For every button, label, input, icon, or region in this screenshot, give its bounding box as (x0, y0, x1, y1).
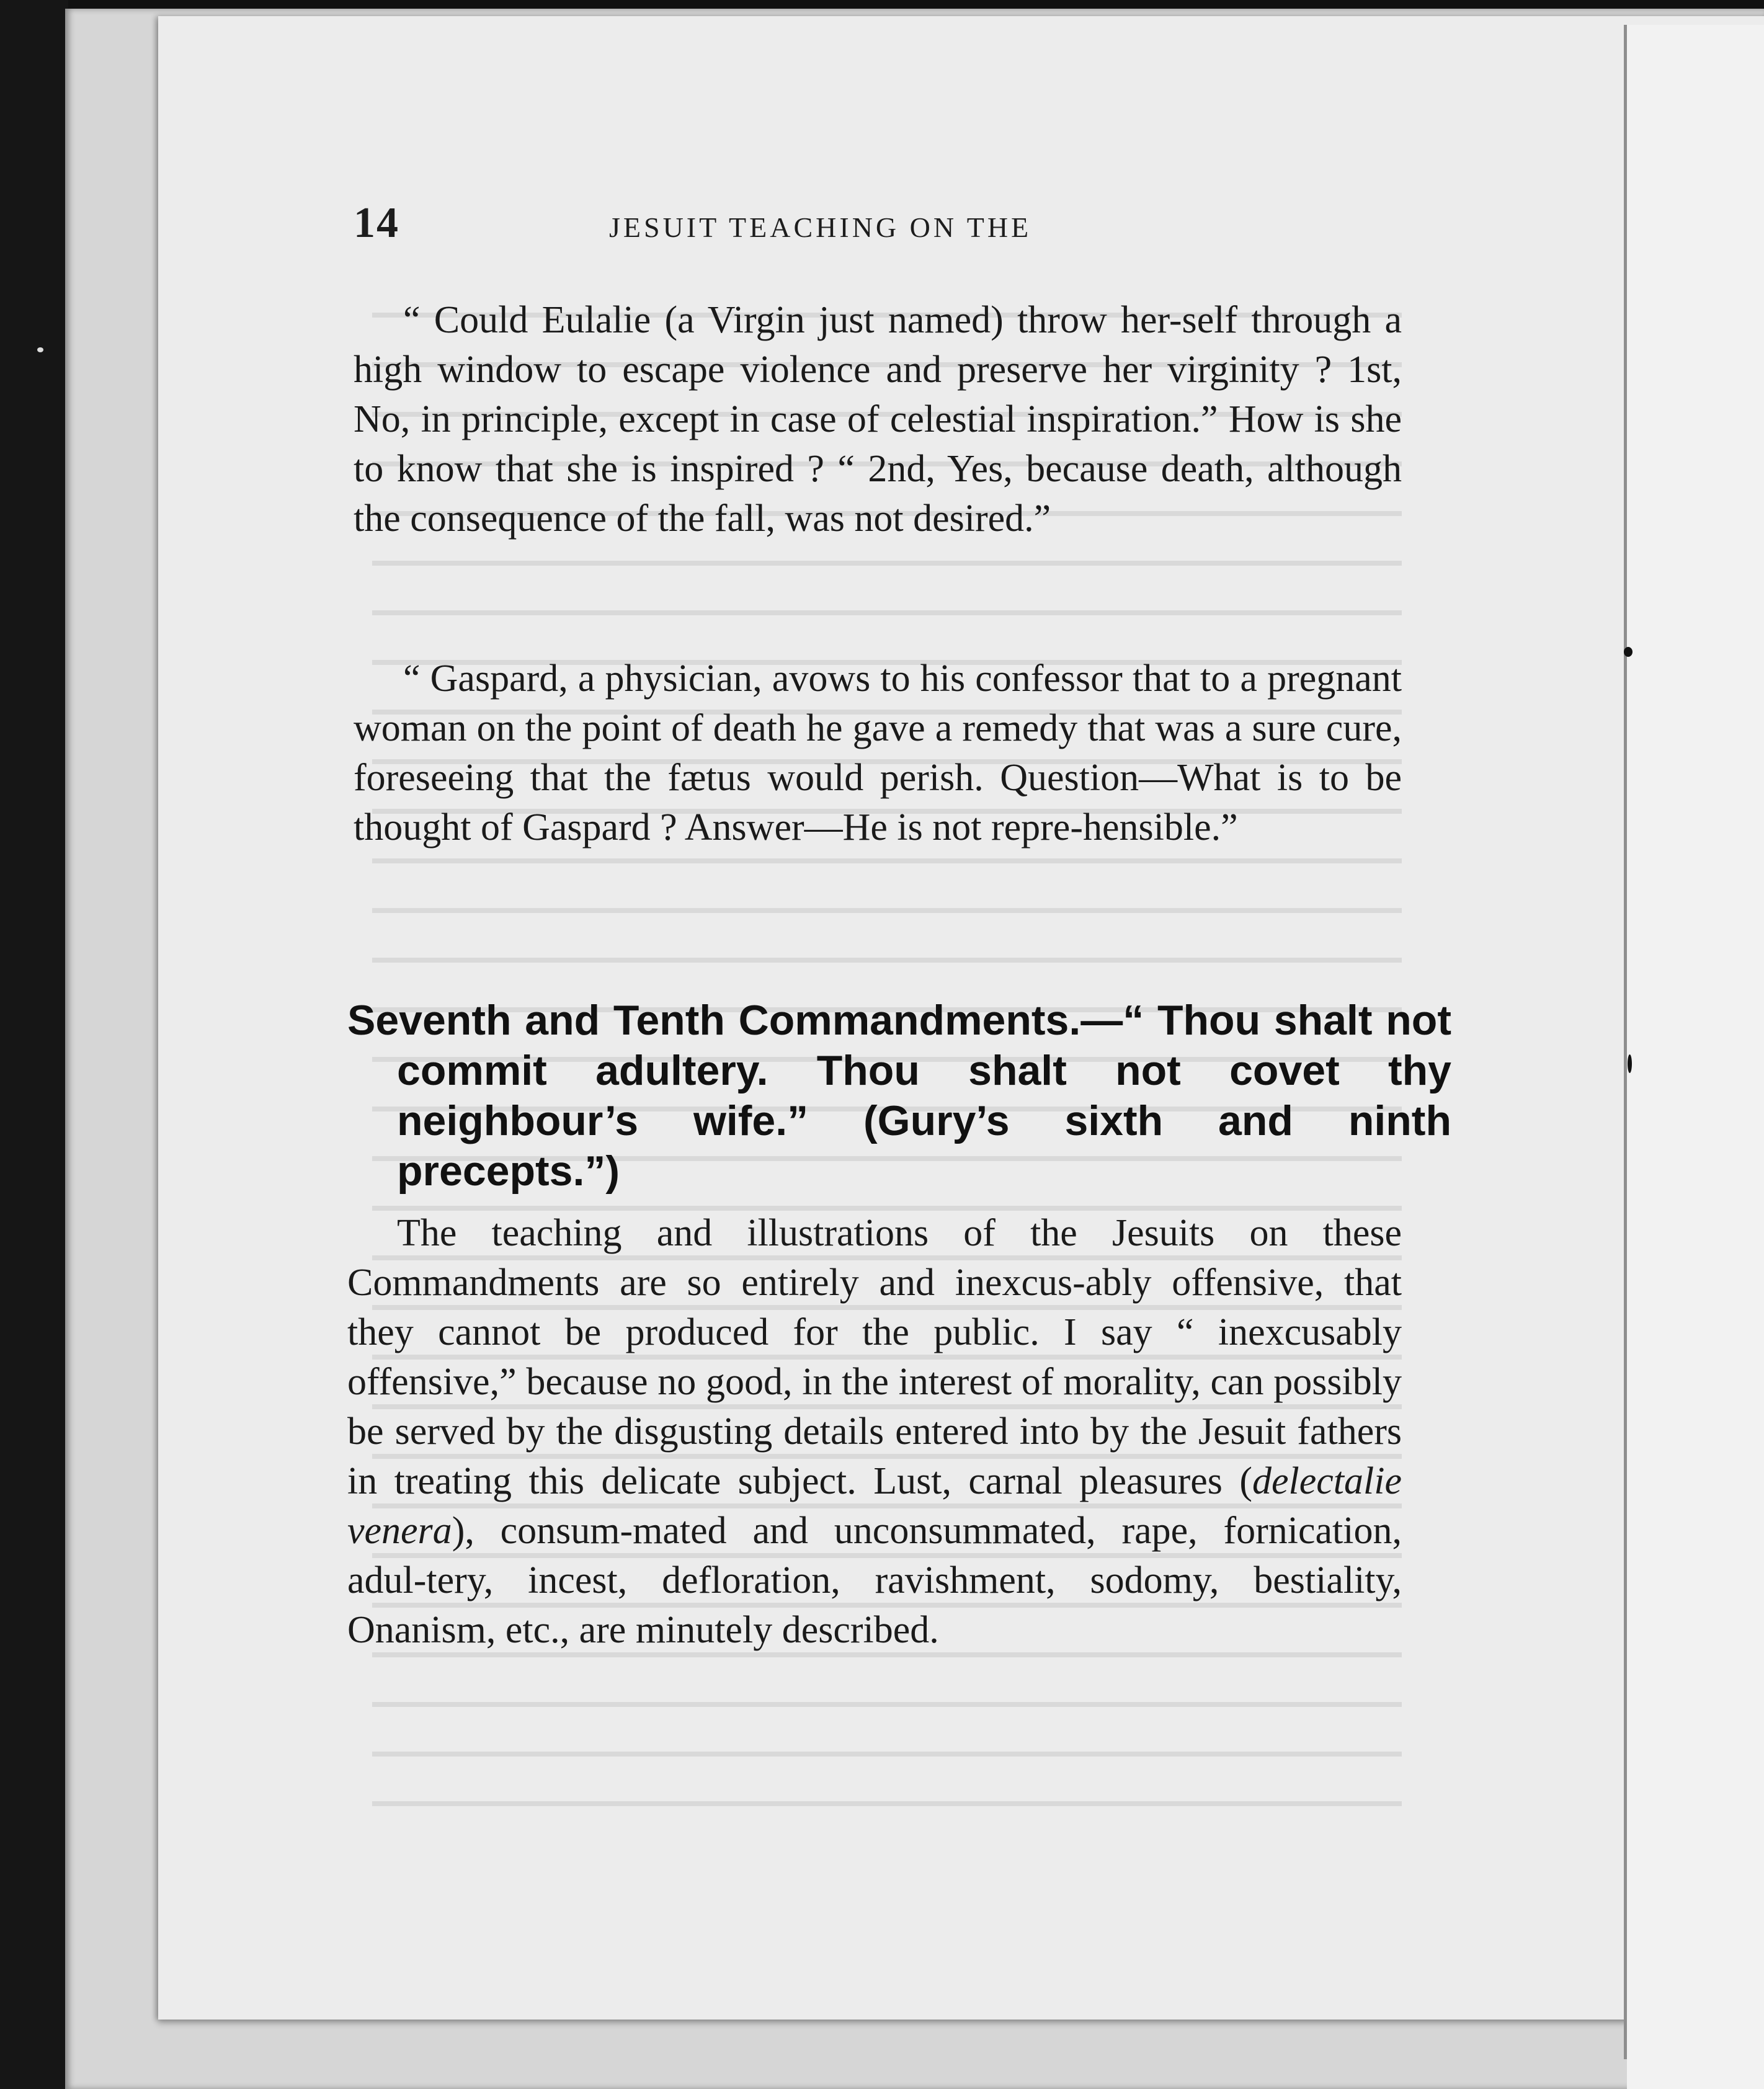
paragraph-text: ), consum-mated and unconsummated, rape, fornication, adul-tery, incest, defloration, ravishment, sodomy, bestiality, Onanism, etc., are minutely described. (347, 1510, 1402, 1651)
adjacent-page-edge (1627, 25, 1764, 2089)
page-header (354, 198, 1408, 254)
scan-border-left (0, 0, 68, 2089)
paragraph-text: The teaching and illustrations of the Jesuits on these Commandments are so entirely and inexcus-ably offensive, that they cannot be produced for the public. I say “ inexcusably offensive,” because no good, in the interest of morality, can possibly be served by the disgusting details entered into by the Jesuit fathers in treating this delicate subject. Lust, carnal pleasures ( (347, 1212, 1402, 1502)
page-number: 14 (354, 199, 399, 247)
dust-speck (1624, 647, 1633, 657)
running-head: JESUIT TEACHING ON THE (609, 212, 1032, 243)
paragraph-gaspard: “ Gaspard, a physician, avows to his confessor that to a pregnant woman on the point of death he gave a remedy that was a sure cure, foreseeing that the fætus would perish. Question—What is to be thought of Gaspard ? Answer—He is not repre-hensible.” (354, 657, 1402, 849)
dust-speck (37, 347, 43, 352)
paragraph-eulalie: “ Could Eulalie (a Virgin just named) throw her-self through a high window to escape violence and preserve her virginity ? 1st, No, in principle, except in case of celestial inspiration.” How is she to know that she is inspired ? “ 2nd, Yes, because death, although the consequence of the fall, was not desired.” (354, 299, 1402, 540)
dust-speck (1628, 1054, 1632, 1073)
section-heading: Seventh and Tenth Commandments.—“ Thou shalt not commit adultery. Thou shalt not covet thy neighbour’s wife.” (Gury’s sixth and ninth precepts.”) (347, 997, 1451, 1195)
paragraph-teaching (347, 1208, 1402, 1655)
latin-term: delectalie venera (347, 1460, 1402, 1552)
